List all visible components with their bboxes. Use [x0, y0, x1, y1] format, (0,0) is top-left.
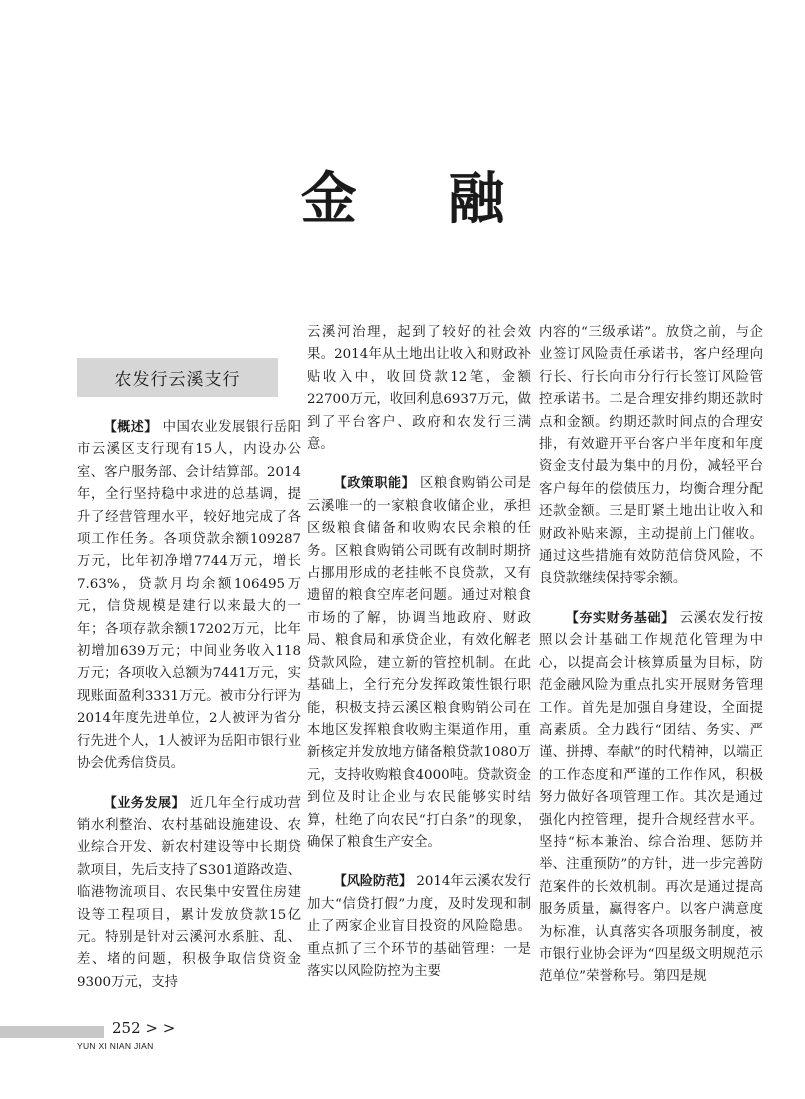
column-1	[77, 417, 301, 994]
paragraph-text: 2014年云溪农发行加大“信贷打假”力度，及时发现和制止了两家企业盲目投资的风险隐患。重点抓了三个环节的基础管理：一是落实以风险防控为主要	[307, 874, 531, 979]
paragraph-continued	[539, 322, 763, 591]
page-number: 252 > >	[112, 1019, 176, 1037]
paragraph-text: 区粮食购销公司是云溪唯一的一家粮食收储企业，承担区级粮食储备和收购农民余粮的任务。区粮食购销公司既有改制时期挤占挪用形成的老挂帐不良贷款，又有遗留的粮食空库老问题。通过对粮食市场的了解，协调当地政府、财政局、粮食局和承贷企业，有效化解老贷款风险，建立新的管控机制。在此基础上，全行充分发挥政策性银行职能，积极支持云溪区粮食购销公司在本地区发挥粮食收购主渠道作用，重新核定并发放地方储备粮贷款1080万元，支持收购粮食4000吨。贷款资金到位及时让企业与农民能够实时结算，杜绝了向农民“打白条”的现象，确保了粮食生产安全。	[307, 476, 531, 850]
footer-bar	[0, 1026, 104, 1038]
paragraph-text: 内容的“三级承诺”。放贷之前，与企业签订风险责任承诺书，客户经理向行长、行长向市分行行长签订风险管控承诺书。二是合理安排约期还款时点和金额。约期还款时间点的合理安排，有效避开平台客户半年度和年度资金支付最为集中的月份，减轻平台客户每年的偿债压力，均衡合理分配还款金额。三是盯紧土地出让收入和财政补贴来源，主动提前上门催收。通过这些措施有效防范信贷风险，不良贷款继续保持零余额。	[539, 325, 763, 587]
paragraph-tag: 【政策职能】	[333, 476, 416, 492]
paragraph-text: 近几年全行成功营销水利整治、农村基础设施建设、农业综合开发、新农村建设等中长期贷款项目，先后支持了S301道路改造、临港物流项目、农民集中安置住房建设等工程项目，累计发放贷款15亿元。特别是针对云溪河水系脏、乱、差、堵的问题，积极争取信贷资金9300万元，支持	[77, 795, 301, 990]
paragraph-tag: 【风险防范】	[333, 874, 413, 890]
paragraph-text: 云溪河治理，起到了较好的社会效果。2014年从土地出让收入和财政补贴收入中，收回贷款12笔，金额22700万元，收回利息6937万元，做到了平台客户、政府和农发行三满意。	[307, 325, 531, 453]
paragraph-tag: 【夯实财务基础】	[565, 610, 675, 626]
paragraph-overview	[77, 417, 301, 776]
paragraph-tag: 【概述】	[103, 420, 158, 435]
section-heading-box	[77, 358, 278, 397]
paragraph-policy-function	[307, 473, 531, 854]
paragraph-continued	[307, 322, 531, 456]
paragraph-text: 中国农业发展银行岳阳市云溪区支行现有15人，内设办公室、客户服务部、会计结算部。2014年，全行坚持稳中求进的总基调，提升了经营管理水平，较好地完成了各项工作任务。各项贷款余额109287万元，比年初净增7744万元，增长7.63%，贷款月均余额106495万元，信贷规模是建行以来最大的一年；各项存款余额17202万元，比年初增加639万元；中间业务收入118万元；各项收入总额为7441万元，实现账面盈利3331万元。被市分行评为2014年度先进单位，2人被评为省分行先进个人，1人被评为岳阳市银行业协会优秀信贷员。	[77, 420, 301, 772]
paragraph-business-development	[77, 793, 301, 995]
paragraph-financial-foundation	[539, 608, 763, 989]
paragraph-risk-prevention	[307, 871, 531, 983]
paragraph-tag: 【业务发展】	[103, 795, 186, 811]
chapter-title: 金 融	[300, 167, 541, 232]
section-heading: 农发行云溪支行	[114, 370, 241, 390]
column-2	[307, 322, 531, 983]
paragraph-text: 云溪农发行按照以会计基础工作规范化管理为中心，以提高会计核算质量为目标，防范金融风险为重点扎实开展财务管理工作。首先是加强自身建设，全面提高素质。全力践行“团结、务实、严谨、拼搏、奉献”的时代精神，以端正的工作态度和严谨的工作作风，积极努力做好各项管理工作。其次是通过强化内控管理，提升合规经营水平。坚持“标本兼治、综合治理、惩防并举、注重预防”的方针，进一步完善防范案件的长效机制。再次是通过提高服务质量，赢得客户。以客户满意度为标准，认真落实各项服务制度，被市银行业协会评为“四星级文明规范示范单位”荣誉称号。第四是规	[539, 610, 763, 985]
book-title-en: YUN XI NIAN JIAN	[77, 1041, 154, 1051]
column-3	[539, 322, 763, 989]
